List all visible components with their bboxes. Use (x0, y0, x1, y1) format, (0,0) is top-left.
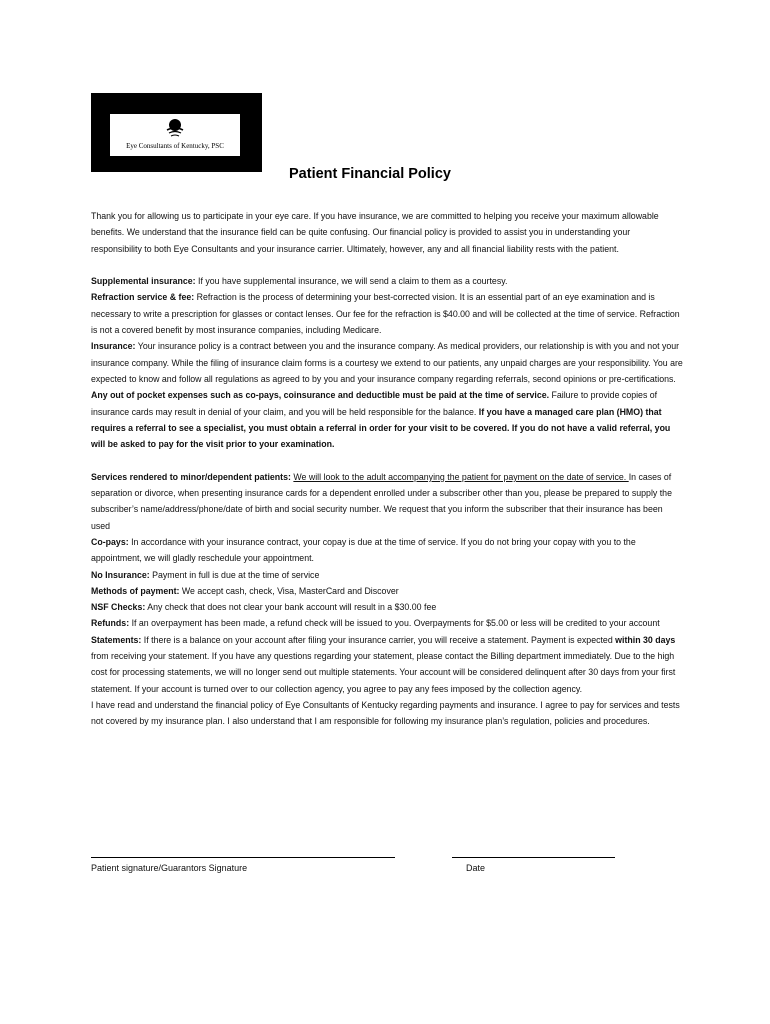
minor-dependent-underlined-text: We will look to the adult accompanying the patient for payment on the date of service. (293, 471, 629, 482)
minor-dependent-section (91, 469, 683, 534)
statements-text-2: from receiving your statement. If you have any questions regarding your statement, please contact the Billing department immediately. Due to the high cost for processing statements, we will no longer send out multiple statements. Your account will be considered delinquent after 30 days from your first statement. If your account is turned over to our collection agency, you agree to pay any fees imposed by the collection agency. (91, 651, 676, 694)
insurance-label: Insurance: (91, 341, 136, 352)
minor-dependent-label: Services rendered to minor/dependent patients: (91, 471, 291, 482)
practice-logo (91, 93, 262, 172)
refraction-label: Refraction service & fee: (91, 292, 195, 303)
intro-paragraph: Thank you for allowing us to participate in your eye care. If you have insurance, we are committed to helping you receive your maximum allowable benefits. We understand that the insurance field can be quite confusing. Our financial policy is provided to assist you in understanding your responsibility to both Eye Consultants and your insurance carrier. Ultimately, however, any and all financial liability rests with the patient. (91, 211, 659, 254)
supplemental-insurance-text: If you have supplemental insurance, we will send a claim to them as a courtesy. (195, 276, 508, 287)
refunds-label: Refunds: (91, 618, 130, 629)
payment-methods-text: We accept cash, check, Visa, MasterCard and Discover (179, 585, 399, 596)
eye-logo-icon (165, 117, 185, 139)
statements-text: If there is a balance on your account after filing your insurance carrier, you will receive a statement. Payment is expected (141, 634, 616, 645)
policy-body (91, 208, 683, 730)
minor-dependent-text: In cases of separation or divorce, when presenting insurance cards for a dependent enrolled under a subscriber other than you, please be prepared to supply the subscriber’s name/address/phone/date of birth and social security number. We request that you inform the subscriber that their insurance has been used (91, 471, 672, 531)
copays-text: In accordance with your insurance contract, your copay is due at the time of service. If you do not bring your copay with you to the appointment, we will gladly reschedule your appointment. (91, 536, 636, 564)
nsf-checks-label: NSF Checks: (91, 602, 146, 613)
insurance-text: Your insurance policy is a contract between you and the insurance company. As medical providers, our relationship is with you and not your insurance company. While the filing of insurance claim forms is a courtesy we extend to our patients, any unpaid charges are your responsibility. You are expected to know and follow all regulations as agreed to by you and your insurance company regarding referrals, second opinions or pre-certifications. (91, 341, 683, 384)
statements-label: Statements: (91, 634, 142, 645)
insurance-out-of-pocket-note: Any out of pocket expenses such as co-pays, coinsurance and deductible must be paid at the time of service. (91, 390, 550, 401)
payment-methods-label: Methods of payment: (91, 585, 180, 596)
refunds-section (91, 615, 683, 631)
page-title: Patient Financial Policy (289, 166, 451, 182)
date-signature-line[interactable] (452, 857, 615, 858)
date-label: Date (466, 863, 486, 873)
supplemental-insurance-label: Supplemental insurance: (91, 276, 196, 287)
logo-panel (109, 113, 241, 157)
no-insurance-section (91, 567, 683, 583)
copays-label: Co-pays: (91, 536, 129, 547)
refraction-text: Refraction is the process of determining your best-corrected vision. It is an essential part of an eye examination and is necessary to write a prescription for glasses or contact lenses. Our fee for the refraction is $40.00 and will be collected at the time of service. Refraction is not a covered benefit by most insurance companies, including Medicare. (91, 292, 680, 336)
statements-section (91, 632, 683, 697)
no-insurance-label: No Insurance: (91, 569, 150, 580)
patient-signature-line[interactable] (91, 857, 395, 858)
refunds-text: If an overpayment has been made, a refund check will be issued to you. Overpayments for $5.00 or less will be credited to your account (129, 618, 660, 629)
no-insurance-text: Payment in full is due at the time of service (149, 569, 320, 580)
logo-text: Eye Consultants of Kentucky, PSC (126, 142, 224, 150)
refraction-section (91, 289, 683, 338)
insurance-section (91, 338, 683, 452)
statements-due-period: within 30 days (615, 634, 676, 645)
nsf-checks-text: Any check that does not clear your bank account will result in a $30.00 fee (145, 602, 437, 613)
copays-section (91, 534, 683, 567)
payment-methods-section (91, 583, 683, 599)
insurance-text-2: Failure to provide copies of insurance cards may result in denial of your claim, and you will be held responsible for the balance. (91, 390, 658, 417)
nsf-checks-section (91, 599, 683, 615)
insurance-hmo-note: If you have a managed care plan (HMO) that requires a referral to see a specialist, you must obtain a referral in order for your visit to be covered. If you do not have a valid referral, you will be asked to pay for the visit prior to your examination. (91, 406, 671, 450)
patient-signature-label: Patient signature/Guarantors Signature (91, 863, 248, 873)
acknowledgement-paragraph: I have read and understand the financial policy of Eye Consultants of Kentucky regarding payments and insurance. I agree to pay for services and tests not covered by my insurance plan. I also understand that I am responsible for following my insurance plan’s regulation, policies and procedures. (91, 699, 680, 727)
supplemental-insurance-section (91, 273, 683, 289)
